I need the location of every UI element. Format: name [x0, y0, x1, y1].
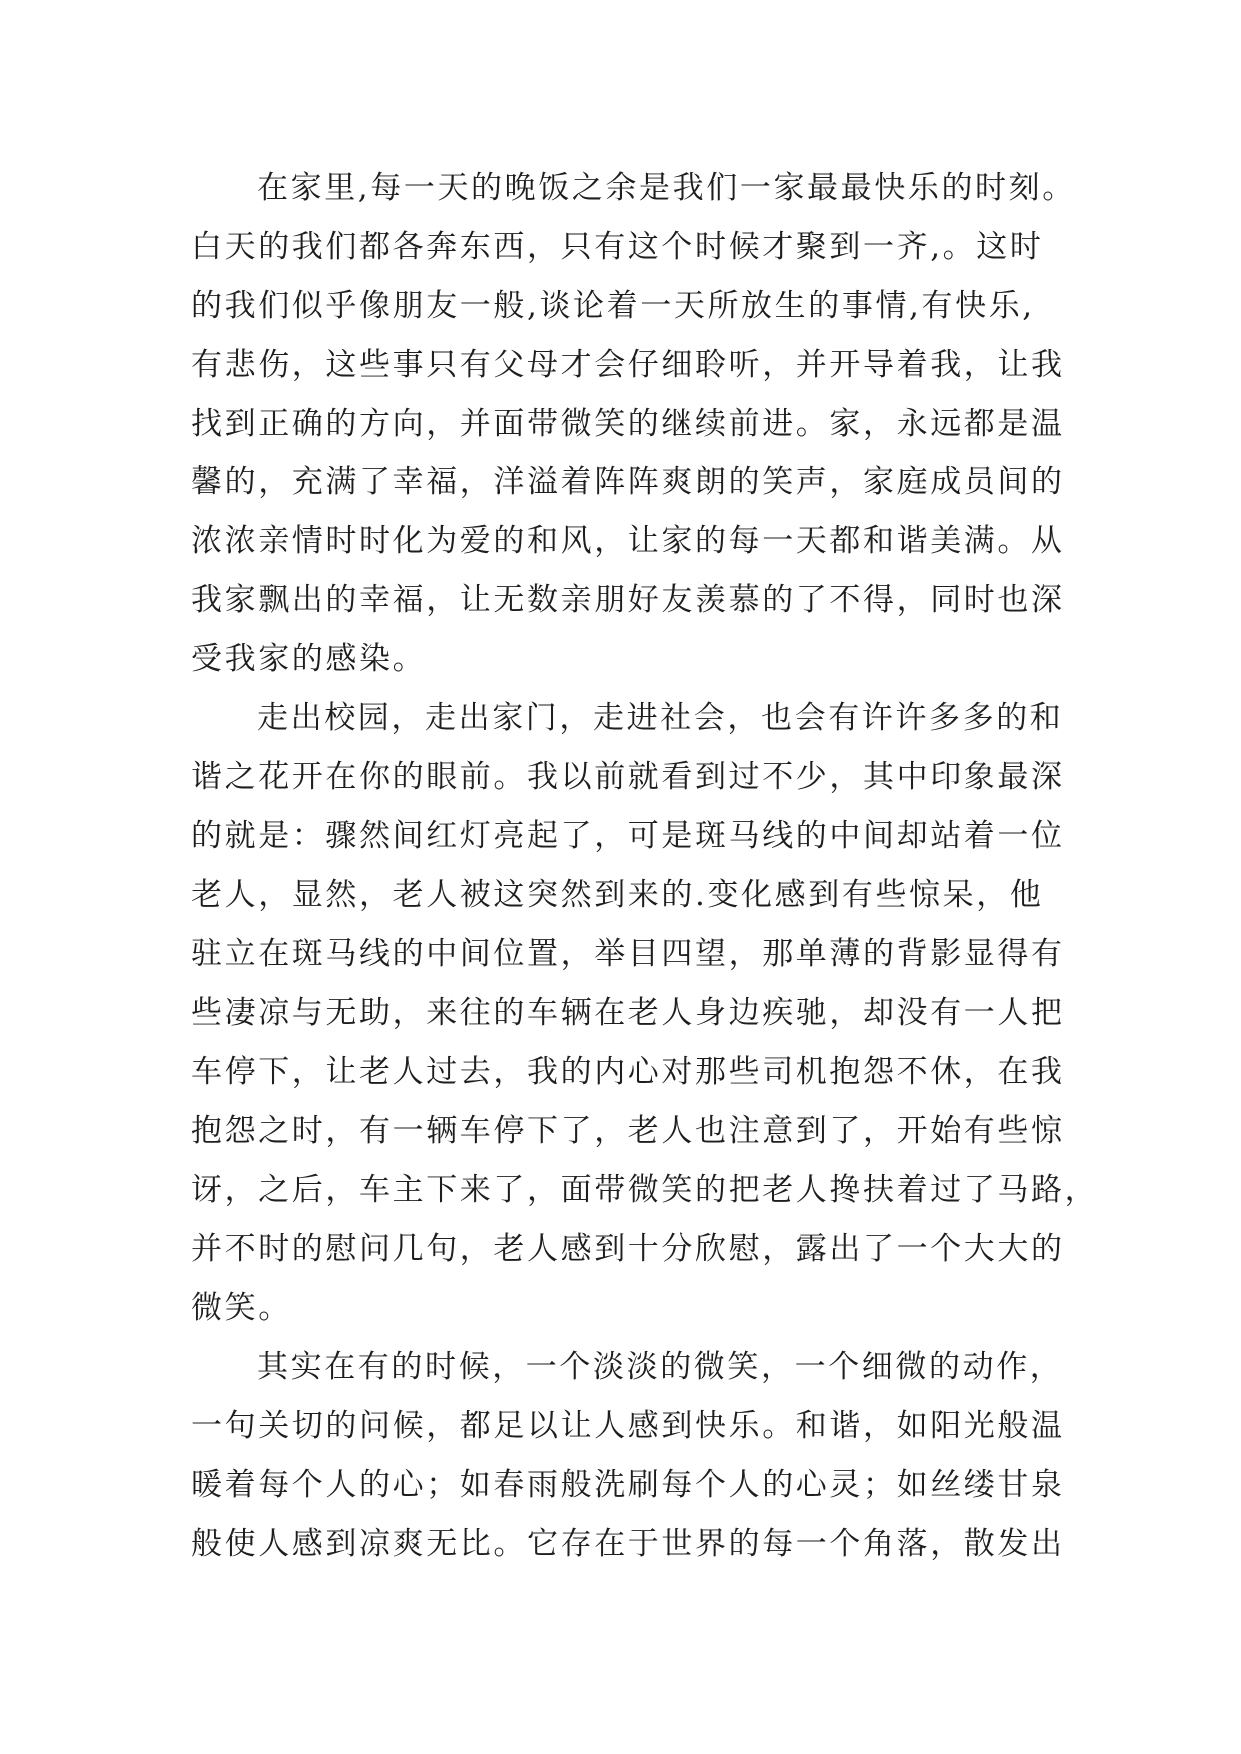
- text-line: 在家里,每一天的晚饭之余是我们一家最最快乐的时刻。: [257, 170, 1076, 206]
- text-line: 有悲伤，这些事只有父母才会仔细聆听，并开导着我，让我: [191, 347, 1065, 383]
- text-line: 的我们似乎像朋友一般,谈论着一天所放生的事情,有快乐,: [191, 288, 1035, 324]
- text-line: 些凄凉与无助，来往的车辆在老人身边疾驰，却没有一人把: [191, 995, 1065, 1031]
- text-line: 一句关切的问候，都足以让人感到快乐。和谐，如阳光般温: [191, 1408, 1065, 1444]
- text-line: 暖着每个人的心；如春雨般洗刷每个人的心灵；如丝缕甘泉: [191, 1467, 1065, 1503]
- text-line: 抱怨之时，有一辆车停下了，老人也注意到了，开始有些惊: [191, 1113, 1065, 1149]
- text-line: 受我家的感染。: [191, 641, 427, 677]
- text-line: 馨的，充满了幸福，洋溢着阵阵爽朗的笑声，家庭成员间的: [191, 464, 1065, 500]
- text-line: 谐之花开在你的眼前。我以前就看到过不少，其中印象最深: [191, 759, 1065, 795]
- text-line: 白天的我们都各奔东西，只有这个时候才聚到一齐,。这时: [191, 229, 1044, 265]
- text-line: 讶，之后，车主下来了，面带微笑的把老人搀扶着过了马路，: [191, 1172, 1099, 1208]
- text-line: 的就是：骤然间红灯亮起了，可是斑马线的中间却站着一位: [191, 818, 1065, 854]
- text-line: 般使人感到凉爽无比。它存在于世界的每一个角落，散发出: [191, 1526, 1065, 1562]
- text-line: 其实在有的时候，一个淡淡的微笑，一个细微的动作，: [257, 1349, 1064, 1385]
- text-line: 找到正确的方向，并面带微笑的继续前进。家，永远都是温: [191, 406, 1065, 442]
- text-line: 老人，显然，老人被这突然到来的.变化感到有些惊呆，他: [191, 877, 1044, 913]
- text-line: 驻立在斑马线的中间位置，举目四望，那单薄的背影显得有: [191, 936, 1065, 972]
- text-line: 我家飘出的幸福，让无数亲朋好友羡慕的了不得，同时也深: [191, 582, 1065, 618]
- text-line: 微笑。: [191, 1290, 292, 1326]
- text-line: 车停下，让老人过去，我的内心对那些司机抱怨不休，在我: [191, 1054, 1065, 1090]
- text-line: 并不时的慰问几句，老人感到十分欣慰，露出了一个大大的: [191, 1231, 1065, 1267]
- text-line: 走出校园，走出家门，走进社会，也会有许许多多的和: [257, 700, 1064, 736]
- text-line: 浓浓亲情时时化为爱的和风，让家的每一天都和谐美满。从: [191, 523, 1065, 559]
